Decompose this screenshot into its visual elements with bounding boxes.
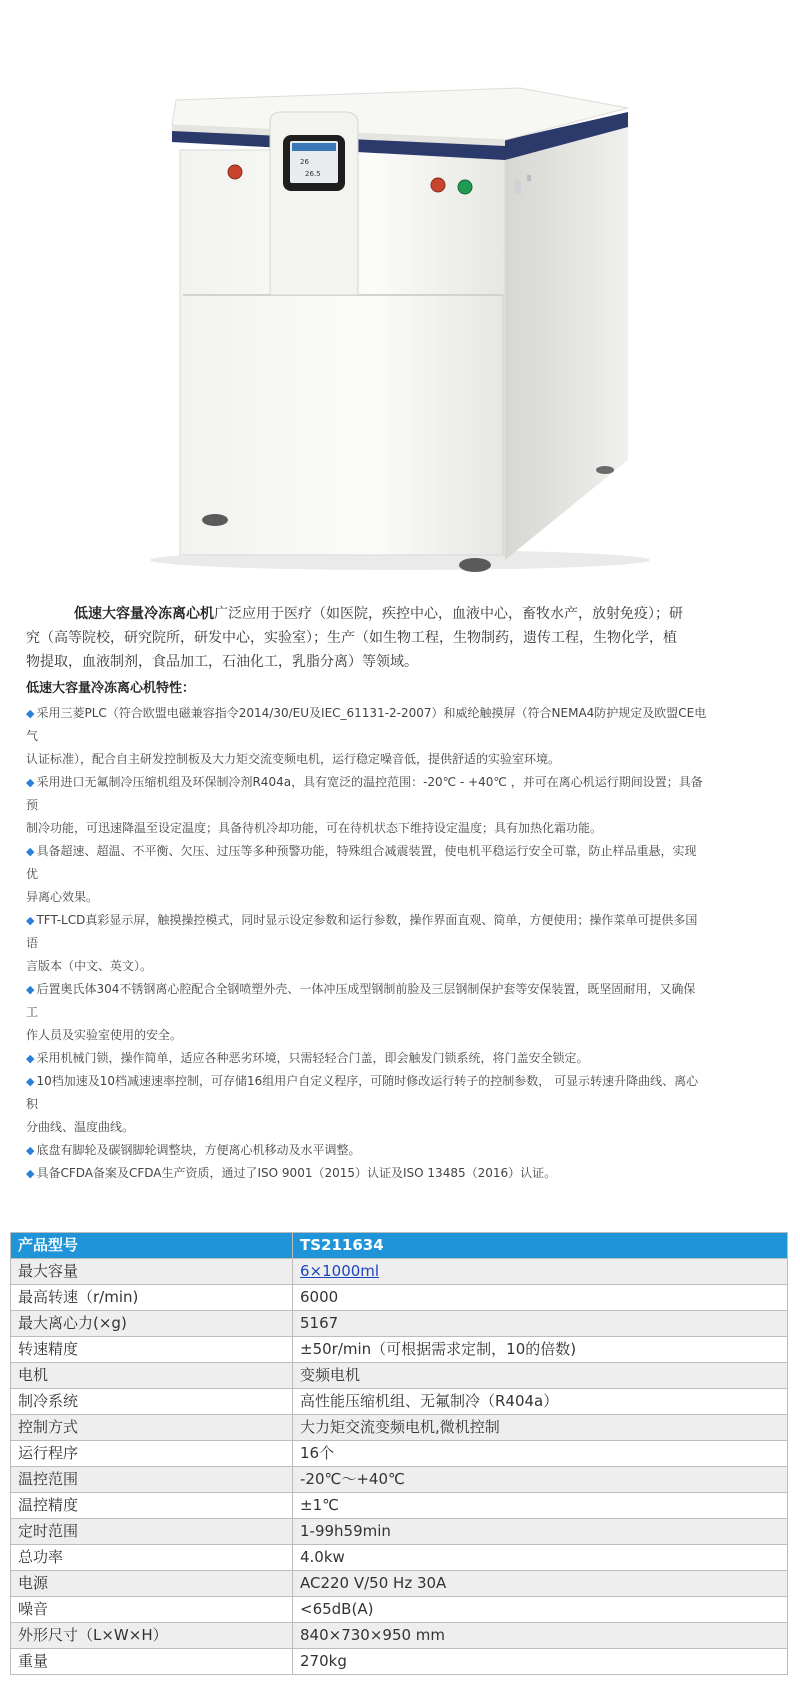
spec-row xyxy=(11,1285,788,1311)
spec-value: 变频电机 xyxy=(293,1363,788,1389)
feature-text: 分曲线、温度曲线。 xyxy=(26,1120,135,1134)
spec-value: 6000 xyxy=(293,1285,788,1311)
spec-value: 16个 xyxy=(293,1441,788,1467)
spec-row xyxy=(11,1545,788,1571)
spec-row xyxy=(11,1441,788,1467)
product-description xyxy=(26,602,780,1185)
spec-row xyxy=(11,1571,788,1597)
spec-value: 5167 xyxy=(293,1311,788,1337)
spec-label: 控制方式 xyxy=(11,1415,293,1441)
feature-text: 作人员及实验室使用的安全。 xyxy=(26,1028,183,1042)
feature-item xyxy=(26,863,780,886)
feature-item xyxy=(26,1024,780,1047)
bullet-icon: ◆ xyxy=(26,1052,35,1065)
bullet-icon: ◆ xyxy=(26,1167,35,1180)
feature-text: 言版本（中文、英文）。 xyxy=(26,959,153,973)
spec-label: 总功率 xyxy=(11,1545,293,1571)
spec-value: -20℃～+40℃ xyxy=(293,1467,788,1493)
intro-line3: 物提取，血液制剂，食品加工，石油化工，乳脂分离）等领域。 xyxy=(26,654,418,670)
centrifuge-illustration xyxy=(0,0,800,580)
spec-value: AC220 V/50 Hz 30A xyxy=(293,1571,788,1597)
bullet-icon: ◆ xyxy=(26,1144,35,1157)
spec-label: 重量 xyxy=(11,1649,293,1675)
display-value-1: 26 xyxy=(300,158,309,166)
feature-text: 采用三菱PLC（符合欧盟电磁兼容指令2014/30/EU及IEC_61131-2-2007）和威纶触摸屏（符合NEMA4防护规定及欧盟CE电 xyxy=(36,706,707,720)
feature-text: TFT-LCD真彩显示屏，触摸操控模式，同时显示设定参数和运行参数，操作界面直观、简单，方便使用；操作菜单可提供多国 xyxy=(36,913,698,927)
feature-text: 工 xyxy=(26,1005,39,1019)
spec-label: 转速精度 xyxy=(11,1337,293,1363)
spec-row xyxy=(11,1649,788,1675)
spec-value xyxy=(293,1259,788,1285)
product-image xyxy=(0,0,800,580)
spec-label: 运行程序 xyxy=(11,1441,293,1467)
spec-value: 4.0kw xyxy=(293,1545,788,1571)
spec-label: 温控精度 xyxy=(11,1493,293,1519)
feature-item xyxy=(26,1139,780,1162)
feature-item xyxy=(26,978,780,1001)
feature-text: 10档加速及10档减速速率控制，可存储16组用户自定义程序，可随时修改运行转子的控制参数， 可显示转速升降曲线、离心 xyxy=(36,1074,699,1088)
feature-item xyxy=(26,794,780,817)
feature-item xyxy=(26,1047,780,1070)
bullet-icon: ◆ xyxy=(26,914,35,927)
spec-label: 电源 xyxy=(11,1571,293,1597)
spec-row xyxy=(11,1389,788,1415)
spec-value: 大力矩交流变频电机,微机控制 xyxy=(293,1415,788,1441)
feature-item xyxy=(26,1162,780,1185)
spec-row xyxy=(11,1259,788,1285)
spec-value: 840×730×950 mm xyxy=(293,1623,788,1649)
bullet-icon: ◆ xyxy=(26,776,35,789)
spec-label: 温控范围 xyxy=(11,1467,293,1493)
spec-row xyxy=(11,1415,788,1441)
feature-item xyxy=(26,817,780,840)
spec-row xyxy=(11,1363,788,1389)
feature-item xyxy=(26,909,780,932)
spec-label: 最大离心力(×g) xyxy=(11,1311,293,1337)
spec-label: 外形尺寸（L×W×H） xyxy=(11,1623,293,1649)
spec-value: 高性能压缩机组、无氟制冷（R404a） xyxy=(293,1389,788,1415)
spec-table xyxy=(10,1232,788,1675)
feature-item xyxy=(26,748,780,771)
spec-value: ±1℃ xyxy=(293,1493,788,1519)
bullet-icon: ◆ xyxy=(26,983,35,996)
feature-text: 气 xyxy=(26,729,39,743)
feature-item xyxy=(26,840,780,863)
feature-text: 优 xyxy=(26,867,39,881)
spec-label: 定时范围 xyxy=(11,1519,293,1545)
feature-item xyxy=(26,886,780,909)
bullet-icon: ◆ xyxy=(26,707,35,720)
spec-row xyxy=(11,1311,788,1337)
spec-header-value: TS211634 xyxy=(293,1233,788,1259)
feature-item xyxy=(26,1001,780,1024)
feature-item xyxy=(26,771,780,794)
spec-row xyxy=(11,1597,788,1623)
feature-text: 具备CFDA备案及CFDA生产资质，通过了ISO 9001（2015）认证及ISO 13485（2016）认证。 xyxy=(36,1166,557,1180)
feature-text: 采用进口无氟制冷压缩机组及环保制冷剂R404a，具有宽泛的温控范围：-20℃ - +40℃ ，并可在离心机运行期间设置；具备 xyxy=(36,775,703,789)
feature-text: 积 xyxy=(26,1097,39,1111)
spec-row xyxy=(11,1337,788,1363)
feature-item xyxy=(26,1116,780,1139)
spec-header-row xyxy=(11,1233,788,1259)
feature-item xyxy=(26,725,780,748)
bullet-icon: ◆ xyxy=(26,845,35,858)
feature-text: 制冷功能，可迅速降温至设定温度；具备待机冷却功能，可在待机状态下维持设定温度；具有加热化霜功能。 xyxy=(26,821,603,835)
features-title: 低速大容量冷冻离心机特性： xyxy=(26,681,196,696)
capacity-link[interactable]: 6×1000ml xyxy=(300,1262,380,1280)
feature-text: 底盘有脚轮及碳钢脚轮调整块，方便离心机移动及水平调整。 xyxy=(36,1143,361,1157)
feature-text: 具备超速、超温、不平衡、欠压、过压等多种预警功能，特殊组合减震装置，使电机平稳运行安全可靠，防止样品重悬，实现 xyxy=(36,844,697,858)
spec-value: 270kg xyxy=(293,1649,788,1675)
spec-row xyxy=(11,1493,788,1519)
display-value-2: 26.5 xyxy=(305,170,321,178)
feature-text: 采用机械门锁，操作简单，适应各种恶劣环境，只需轻轻合门盖，即会触发门锁系统，将门盖安全锁定。 xyxy=(36,1051,589,1065)
spec-label: 噪音 xyxy=(11,1597,293,1623)
feature-text: 预 xyxy=(26,798,39,812)
feature-item xyxy=(26,1093,780,1116)
spec-value: 1-99h59min xyxy=(293,1519,788,1545)
feature-item xyxy=(26,702,780,725)
intro-product-name: 低速大容量冷冻离心机 xyxy=(74,606,214,622)
spec-label: 制冷系统 xyxy=(11,1389,293,1415)
spec-label: 最大容量 xyxy=(11,1259,293,1285)
spec-row xyxy=(11,1519,788,1545)
spec-header-label: 产品型号 xyxy=(11,1233,293,1259)
spec-row xyxy=(11,1623,788,1649)
feature-text: 后置奥氏体304不锈钢离心腔配合全钢喷塑外壳、一体冲压成型钢制前脸及三层钢制保护套等安保装置，既坚固耐用，又确保 xyxy=(36,982,696,996)
spec-value: ±50r/min（可根据需求定制，10的倍数) xyxy=(293,1337,788,1363)
feature-text: 认证标准），配合自主研发控制板及大力矩交流变频电机，运行稳定噪音低，提供舒适的实验室环境。 xyxy=(26,752,561,766)
intro-paragraph xyxy=(26,602,780,674)
feature-item xyxy=(26,955,780,978)
feature-item xyxy=(26,932,780,955)
spec-label: 最高转速（r/min) xyxy=(11,1285,293,1311)
spec-label: 电机 xyxy=(11,1363,293,1389)
feature-item xyxy=(26,1070,780,1093)
spec-row xyxy=(11,1467,788,1493)
intro-line2: 究（高等院校，研究院所，研发中心，实验室）；生产（如生物工程，生物制药，遗传工程，生物化学，植 xyxy=(26,630,677,646)
spec-value: <65dB(A) xyxy=(293,1597,788,1623)
feature-text: 异离心效果。 xyxy=(26,890,99,904)
bullet-icon: ◆ xyxy=(26,1075,35,1088)
feature-text: 语 xyxy=(26,936,39,950)
intro-line1: 广泛应用于医疗（如医院，疾控中心，血液中心，畜牧水产，放射免疫）；研 xyxy=(214,606,683,622)
features-list xyxy=(26,702,780,1185)
